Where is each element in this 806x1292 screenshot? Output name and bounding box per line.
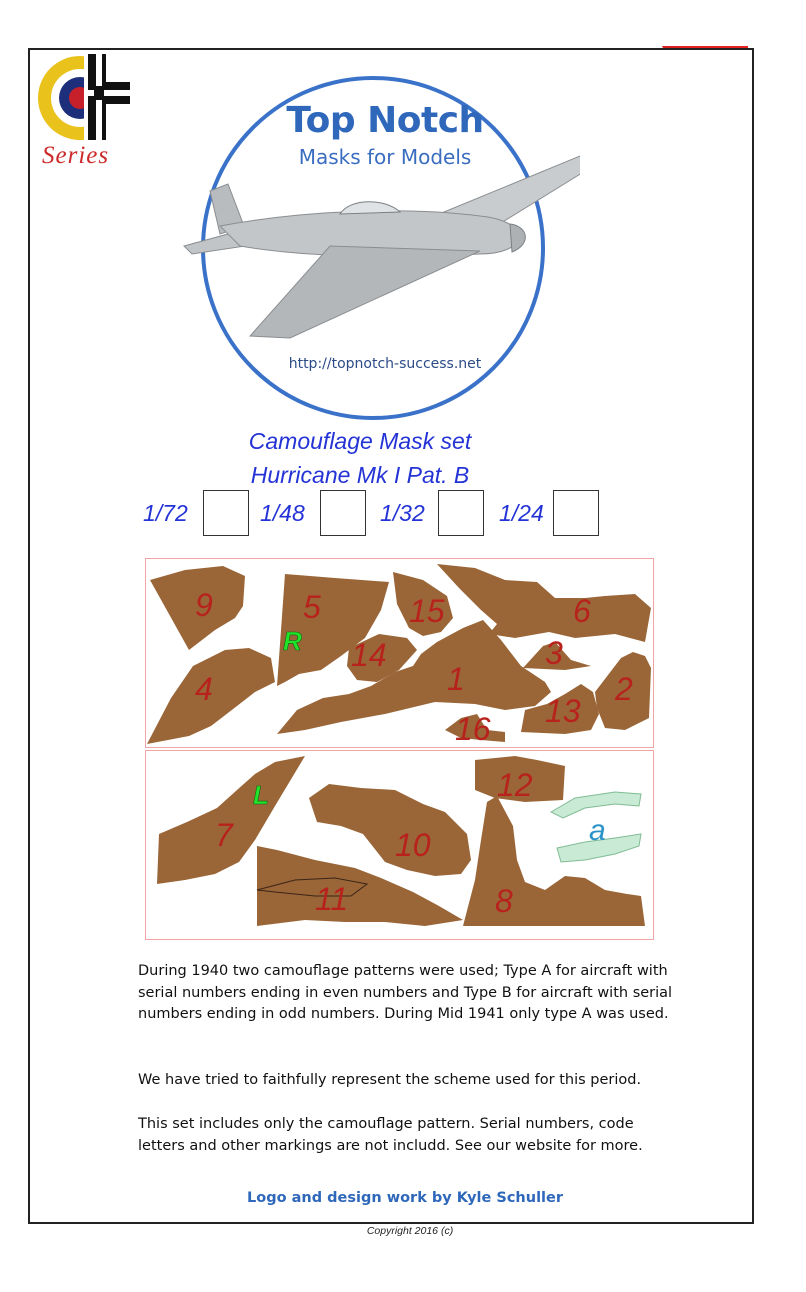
description-paragraph-1: During 1940 two camouflage patterns were used; Type A for aircraft with serial numbers ending in even numbers and Type B for aircraft with serial numbers ending in odd numbers. During Mid 1941 only type A was used. — [138, 963, 673, 1022]
piece-number: 3 — [545, 635, 563, 671]
mask-piece-8 — [463, 796, 645, 926]
piece-number: 14 — [351, 637, 387, 673]
brand-subtitle: Masks for Models — [298, 145, 472, 169]
scale-checkbox-1-32[interactable] — [438, 490, 484, 536]
hurricane-aircraft-illustration — [184, 156, 580, 338]
brand-title: Top Notch — [286, 100, 484, 141]
piece-number: 11 — [315, 881, 349, 917]
product-title-line2: Hurricane Mk I Pat. B — [250, 462, 470, 488]
series-label: Series — [42, 142, 110, 169]
piece-letter-a: a — [589, 814, 606, 847]
website-link[interactable]: http://topnotch-success.net — [288, 356, 482, 372]
description-paragraph-3: This set includes only the camouflage pattern. Serial numbers, code letters and other markings are not includd. See our website for more. — [138, 1116, 643, 1154]
piece-number: 12 — [497, 767, 533, 803]
mask-piece-10 — [309, 784, 471, 876]
piece-number: 8 — [495, 883, 513, 919]
piece-number: 15 — [409, 593, 445, 629]
piece-number: 9 — [195, 587, 213, 623]
piece-number: 16 — [455, 711, 491, 747]
scale-label-1-72: 1/72 — [143, 500, 188, 526]
scale-label-1-32: 1/32 — [380, 500, 425, 526]
scale-checkbox-1-72[interactable] — [203, 490, 249, 536]
piece-number: 2 — [615, 671, 633, 707]
scale-label-1-24: 1/24 — [499, 500, 544, 526]
piece-number: 13 — [545, 693, 581, 729]
design-credit: Logo and design work by Kyle Schuller — [247, 1190, 563, 1206]
left-side-letter: L — [253, 780, 269, 810]
right-side-letter: R — [283, 626, 302, 656]
scale-checkbox-1-48[interactable] — [320, 490, 366, 536]
piece-number: 4 — [195, 671, 213, 707]
piece-number: 7 — [215, 817, 233, 853]
piece-number: 10 — [395, 827, 431, 863]
piece-number: 5 — [303, 589, 321, 625]
piece-number: 1 — [447, 661, 465, 697]
copyright-notice: Copyright 2016 (c) — [366, 1225, 454, 1237]
scale-checkbox-1-24[interactable] — [553, 490, 599, 536]
description-paragraph-2: We have tried to faithfully represent the scheme used for this period. — [138, 1072, 642, 1088]
series-roundel-logo — [38, 52, 132, 144]
scale-label-1-48: 1/48 — [260, 500, 305, 526]
mask-panel-bottom-shapes — [145, 750, 654, 940]
mask-panel-top-shapes — [145, 558, 654, 748]
piece-number: 6 — [573, 593, 591, 629]
product-title-line1: Camouflage Mask set — [248, 428, 472, 454]
